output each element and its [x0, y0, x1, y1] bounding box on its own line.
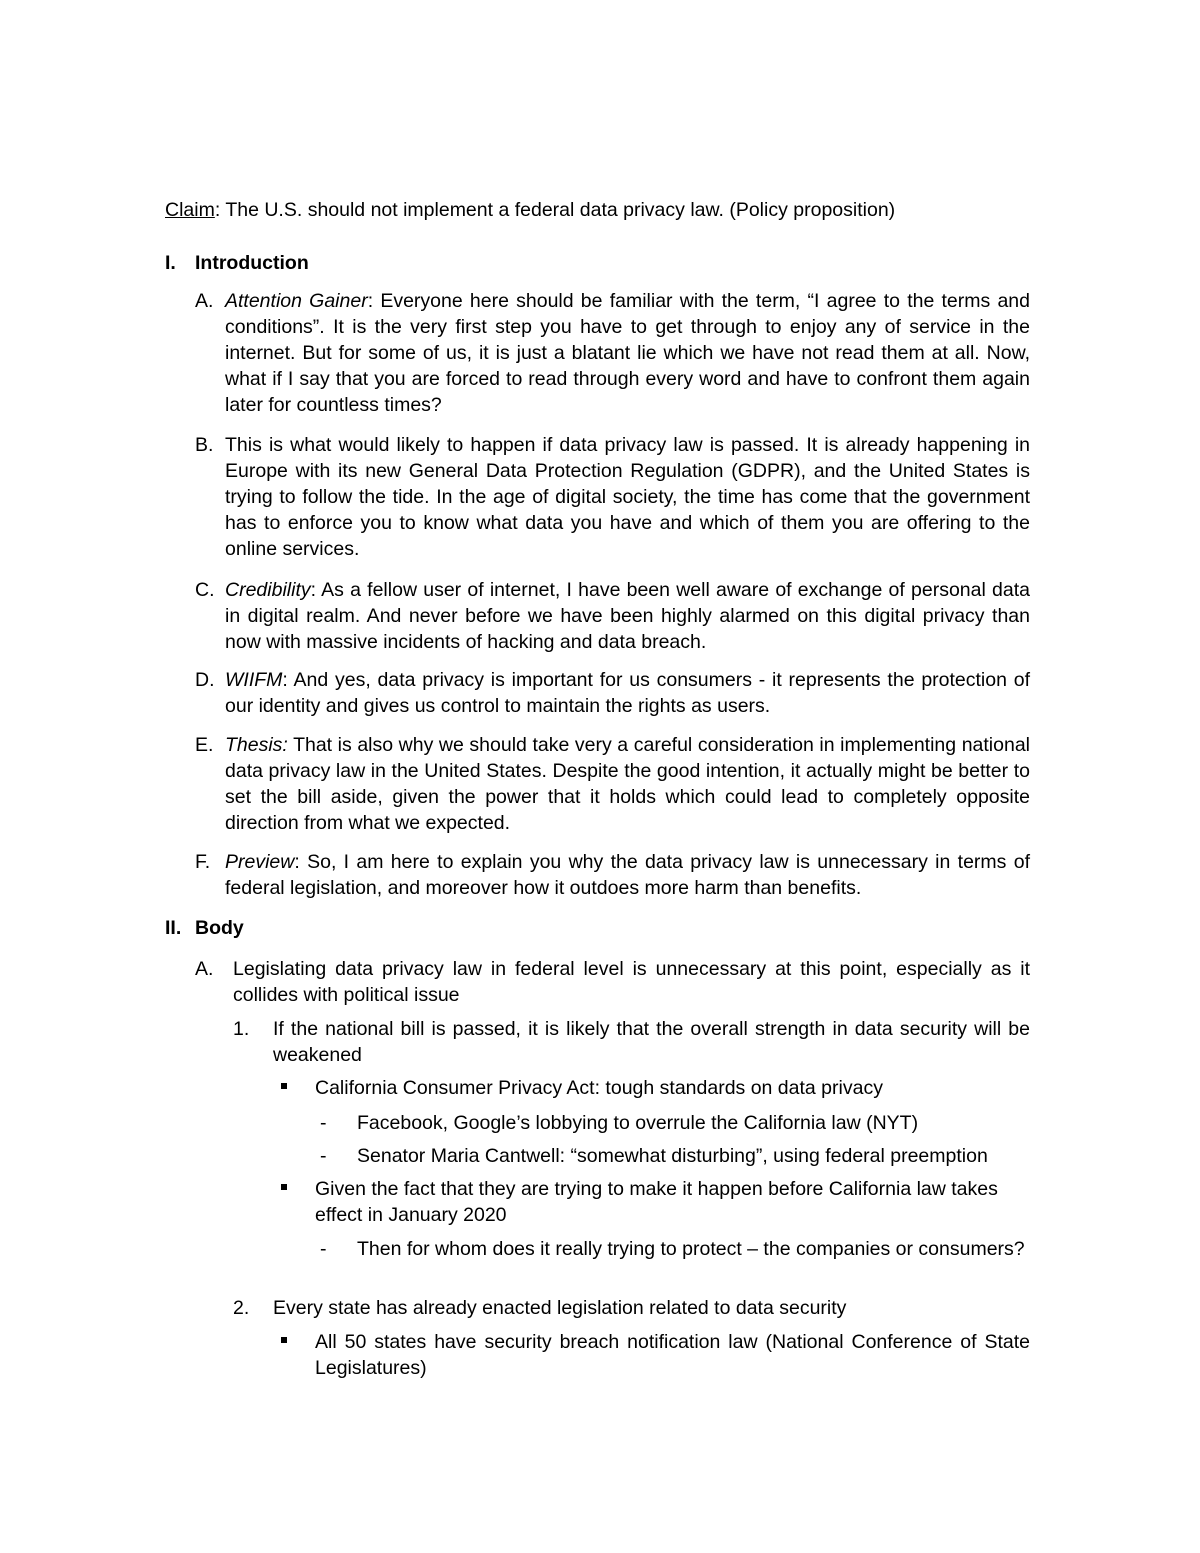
- intro-item-context: [225, 432, 1030, 562]
- claim-line: [165, 197, 1065, 223]
- section-numeral-body: II.: [165, 917, 182, 939]
- intro-item-attention-gainer: [225, 288, 1030, 418]
- item-text: : And yes, data privacy is important for us consumers - it represents the protection of our identity and gives us control to maintain the rights as users.: [225, 669, 1030, 717]
- item-letter: C.: [195, 579, 215, 601]
- item-lead: Attention Gainer: [225, 290, 368, 312]
- item-number: 2.: [233, 1297, 250, 1319]
- item-letter: E.: [195, 734, 214, 756]
- intro-item-wiifm: [225, 667, 1030, 719]
- body-subpoint-1: If the national bill is passed, it is likely that the overall strength in data security will be weakened: [273, 1018, 1030, 1066]
- body-point-a: Legislating data privacy law in federal level is unnecessary at this point, especially as it collides with political issue: [233, 958, 1030, 1006]
- item-lead: Thesis:: [225, 734, 288, 756]
- item-letter: B.: [195, 434, 214, 456]
- bullet-item: All 50 states have security breach notification law (National Conference of State Legislatures): [315, 1331, 1030, 1379]
- item-letter: D.: [195, 669, 215, 691]
- dash-marker: -: [320, 1112, 327, 1134]
- bullet-item: Given the fact that they are trying to make it happen before California law takes effect in January 2020: [315, 1178, 998, 1226]
- bullet-square-icon: [281, 1337, 287, 1343]
- item-text: : As a fellow user of internet, I have been well aware of exchange of personal data in digital realm. And never before we have been highly alarmed on this digital privacy than now with massive incidents of hacking and data breach.: [225, 579, 1030, 653]
- intro-item-preview: [225, 849, 1030, 901]
- dash-marker: -: [320, 1145, 327, 1167]
- item-text: That is also why we should take very a careful consideration in implementing national data privacy law in the United States. Despite the good intention, it actually might be better to set the bill aside, given the power that it holds which could lead to completely opposite direction from what we expected.: [225, 734, 1030, 834]
- item-number: 1.: [233, 1018, 250, 1040]
- bullet-square-icon: [281, 1184, 287, 1190]
- dash-item: Facebook, Google’s lobbying to overrule the California law (NYT): [357, 1112, 919, 1134]
- bullet-square-icon: [281, 1083, 287, 1089]
- item-lead: WIIFM: [225, 669, 283, 691]
- intro-item-credibility: [225, 577, 1030, 655]
- item-text: : Everyone here should be familiar with the term, “I agree to the terms and conditions”. It is the very first step you have to get through to enjoy any of service in the internet. But for some of us, it is just a blatant lie which we have not read them at all. Now, what if I say that you are forced to read through every word and have to confront them again later for countless times?: [225, 290, 1030, 416]
- item-lead: Preview: [225, 851, 295, 873]
- item-letter: F.: [195, 851, 211, 873]
- item-text: This is what would likely to happen if data privacy law is passed. It is already happening in Europe with its new General Data Protection Regulation (GDPR), and the United States is trying to follow the tide. In the age of digital society, the time has come that the government has to enforce you to know what data you have and which of them you are offering to the online services.: [225, 434, 1030, 560]
- section-numeral-intro: I.: [165, 252, 176, 274]
- item-lead: Credibility: [225, 579, 311, 601]
- section-heading-intro: Introduction: [195, 252, 309, 274]
- section-heading-body: Body: [195, 917, 244, 939]
- dash-marker: -: [320, 1238, 327, 1260]
- dash-item: Senator Maria Cantwell: “somewhat disturbing”, using federal preemption: [357, 1145, 988, 1167]
- bullet-item: California Consumer Privacy Act: tough standards on data privacy: [315, 1077, 883, 1099]
- claim-text: : The U.S. should not implement a federal data privacy law. (Policy proposition): [214, 199, 896, 221]
- claim-label: Claim: [165, 199, 215, 221]
- item-letter: A.: [195, 290, 214, 312]
- item-text: : So, I am here to explain you why the data privacy law is unnecessary in terms of federal legislation, and moreover how it outdoes more harm than benefits.: [225, 851, 1030, 899]
- dash-item: Then for whom does it really trying to protect – the companies or consumers?: [357, 1238, 1025, 1260]
- item-letter: A.: [195, 958, 214, 980]
- body-subpoint-2: Every state has already enacted legislation related to data security: [273, 1297, 847, 1319]
- intro-item-thesis: [225, 732, 1030, 836]
